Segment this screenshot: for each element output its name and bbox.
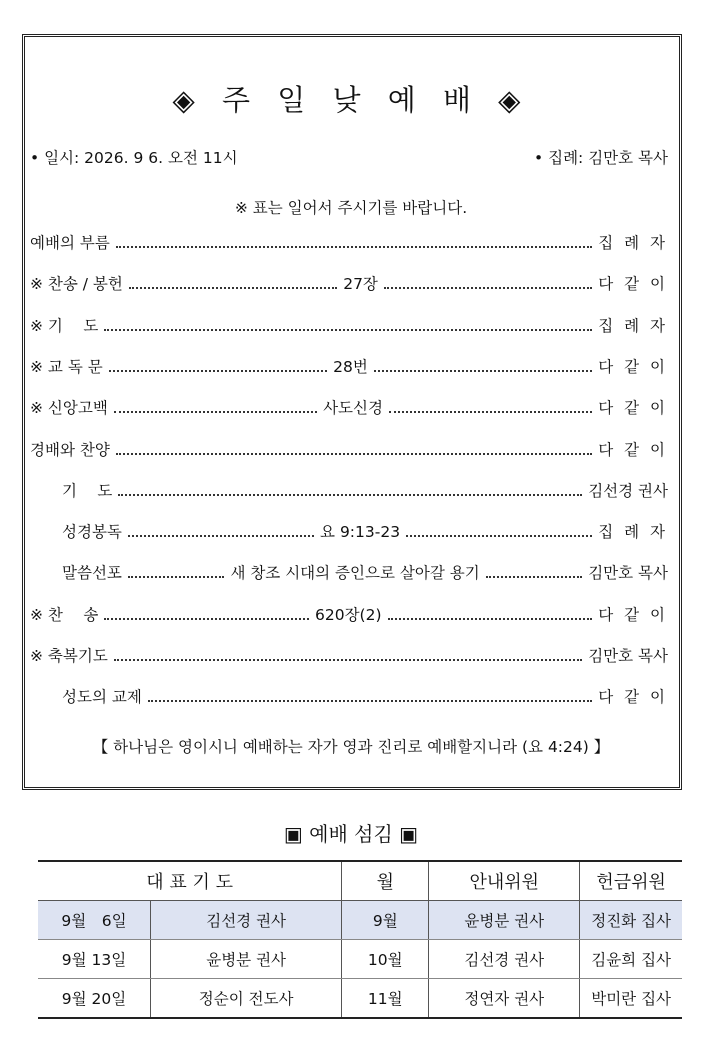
order-item-person: 집 례 자 [598, 316, 668, 335]
order-item-label: ※ 교 독 문 [30, 357, 103, 376]
dot-leader [104, 618, 309, 620]
duty-usher: 김선경 권사 [429, 940, 580, 979]
order-item [30, 268, 668, 294]
order-item-person: 다 같 이 [598, 440, 668, 459]
order-item-person: 집 례 자 [598, 523, 668, 542]
order-item-label: ※ 기 도 [30, 316, 99, 335]
order-item-label: ※ 찬 송 [30, 605, 99, 624]
order-item-person: 다 같 이 [598, 605, 668, 624]
dot-leader [114, 411, 317, 413]
duty-offering: 정진화 집사 [580, 901, 682, 940]
duty-usher: 정연자 권사 [429, 979, 580, 1019]
dot-leader [118, 494, 582, 496]
order-item-detail: 새 창조 시대의 증인으로 살아갈 용기 [230, 564, 480, 583]
order-item [30, 392, 668, 418]
order-item-detail: 사도신경 [323, 399, 383, 418]
order-item [30, 599, 668, 625]
order-item-label: ※ 신앙고백 [30, 399, 108, 418]
duty-month: 9월 [342, 901, 429, 940]
order-item [62, 516, 668, 542]
scripture-verse: 【 하나님은 영이시니 예배하는 자가 영과 진리로 예배할지니라 (요 4:24) 】 [92, 738, 610, 756]
dot-leader [114, 659, 582, 661]
table-row [38, 979, 682, 1019]
order-item-person: 김만호 목사 [588, 564, 668, 583]
order-item [62, 681, 668, 707]
header-offering: 헌금위원 [580, 861, 682, 901]
dot-leader [116, 453, 592, 455]
duty-offering: 박미란 집사 [580, 979, 682, 1019]
order-item-person: 다 같 이 [598, 357, 668, 376]
order-item [30, 227, 668, 253]
dot-leader [389, 411, 592, 413]
dot-leader [384, 287, 592, 289]
order-item [30, 351, 668, 377]
dot-leader [104, 329, 592, 331]
dot-leader [148, 700, 592, 702]
standing-notice: ※ 표는 일어서 주시기를 바랍니다. [234, 199, 468, 217]
duty-month: 11월 [342, 979, 429, 1019]
order-item-detail: 27장 [343, 275, 378, 294]
order-item-person: 김선경 권사 [588, 481, 668, 500]
order-item-label: 기 도 [62, 481, 113, 500]
order-item-label: 예배의 부름 [30, 234, 110, 252]
duty-date: 9월 6일 [38, 901, 151, 940]
dot-leader [116, 246, 592, 248]
service-datetime: • 일시: 2026. 9 6. 오전 11시 [30, 149, 238, 167]
order-item-label: 성경봉독 [62, 523, 122, 542]
duty-date: 9월 20일 [38, 979, 151, 1019]
order-item-person: 다 같 이 [598, 275, 668, 294]
order-item [62, 557, 668, 583]
order-item-detail: 620장(2) [315, 605, 382, 624]
duty-prayer: 김선경 권사 [151, 901, 342, 940]
order-item [30, 310, 668, 336]
order-item-detail: 28번 [333, 357, 368, 376]
dot-leader [128, 535, 314, 537]
header-usher: 안내위원 [429, 861, 580, 901]
order-item [30, 434, 668, 460]
order-item-person: 집 례 자 [598, 234, 668, 252]
duty-date: 9월 13일 [38, 940, 151, 979]
order-item-label: 말씀선포 [62, 564, 122, 583]
order-item-label: ※ 찬송 / 봉헌 [30, 275, 123, 294]
order-item-person: 다 같 이 [598, 688, 668, 707]
order-item-label: 성도의 교제 [62, 688, 142, 707]
dot-leader [388, 618, 593, 620]
service-leader: • 집례: 김만호 목사 [534, 149, 668, 167]
order-item [62, 475, 668, 501]
dot-leader [406, 535, 592, 537]
table-row [38, 901, 682, 940]
duty-offering: 김윤희 집사 [580, 940, 682, 979]
order-item-label: 경배와 찬양 [30, 440, 110, 459]
dot-leader [129, 287, 337, 289]
order-item-person: 김만호 목사 [588, 647, 668, 665]
header-month: 월 [342, 861, 429, 901]
duty-usher: 윤병분 권사 [429, 901, 580, 940]
duty-prayer: 정순이 전도사 [151, 979, 342, 1019]
dot-leader [374, 370, 592, 372]
duty-header-row [38, 861, 682, 901]
order-item-detail: 요 9:13-23 [320, 523, 401, 542]
duty-table [38, 860, 682, 1019]
header-prayer: 대 표 기 도 [38, 861, 342, 901]
duty-month: 10월 [342, 940, 429, 979]
page-title: ◈ 주 일 낮 예 배 ◈ [172, 83, 530, 117]
dot-leader [109, 370, 327, 372]
order-item-label: ※ 축복기도 [30, 647, 108, 665]
dot-leader [128, 576, 225, 578]
order-item-person: 다 같 이 [598, 399, 668, 418]
table-row [38, 940, 682, 979]
order-item [30, 640, 668, 666]
duty-prayer: 윤병분 권사 [151, 940, 342, 979]
dot-leader [486, 576, 583, 578]
duty-title: ▣ 예배 섬김 ▣ [283, 822, 419, 846]
